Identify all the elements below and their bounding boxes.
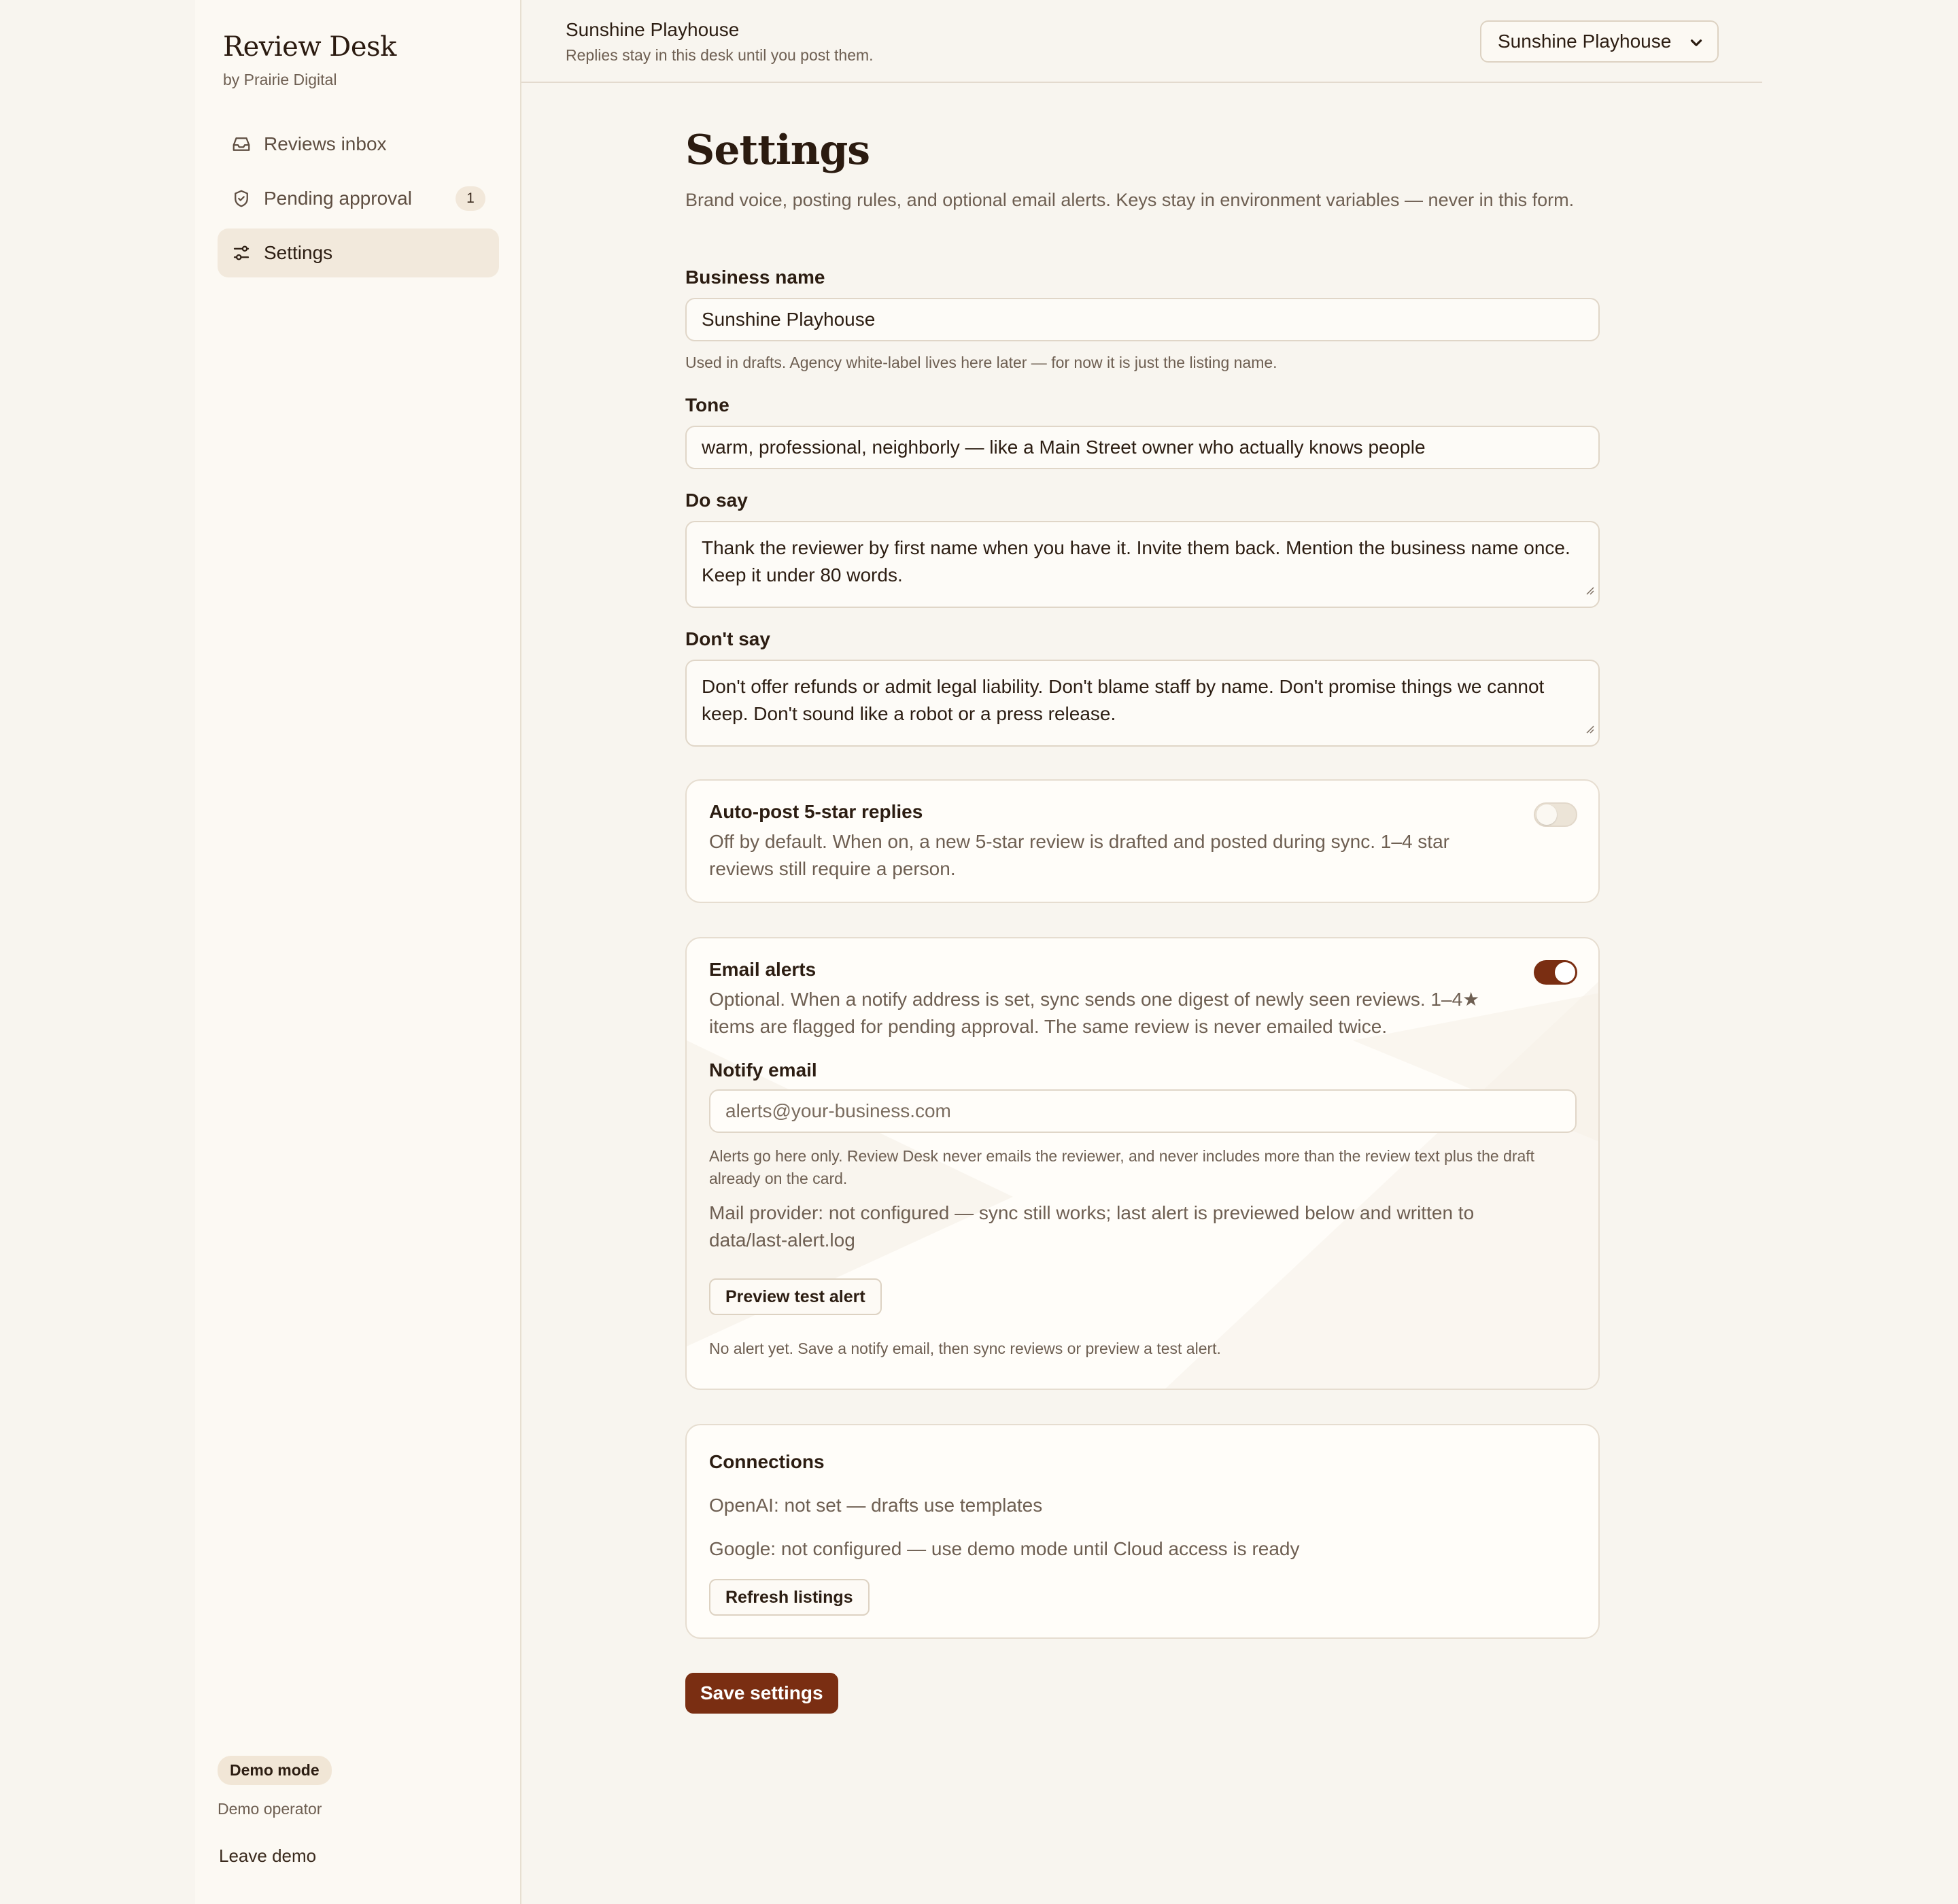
- dont-say-textarea[interactable]: [685, 660, 1600, 747]
- notify-email-label: Notify email: [709, 1059, 817, 1081]
- app-shell: [195, 0, 1762, 1904]
- google-status: Google: not configured — use demo mode until Cloud access is ready: [709, 1538, 1300, 1559]
- autopost-card: [685, 779, 1600, 903]
- sidebar-item-label: Reviews inbox: [264, 133, 387, 154]
- sidebar-item-pending-approval[interactable]: [218, 174, 499, 223]
- sidebar-item-label: Settings: [264, 242, 333, 263]
- toggle-knob: [1555, 962, 1575, 983]
- business-title: Sunshine Playhouse: [566, 19, 740, 40]
- email-alerts-title: Email alerts: [709, 959, 817, 980]
- business-select-value: Sunshine Playhouse: [1498, 31, 1672, 52]
- sidebar: [195, 0, 521, 1904]
- sidebar-item-reviews-inbox[interactable]: [218, 120, 499, 169]
- toggle-knob: [1536, 804, 1557, 825]
- save-settings-button[interactable]: Save settings: [685, 1673, 838, 1714]
- sidebar-item-settings[interactable]: [218, 228, 499, 277]
- business-subtitle: Replies stay in this desk until you post them.: [566, 46, 874, 64]
- resize-handle-icon[interactable]: [1585, 575, 1594, 602]
- do-say-label: Do say: [685, 490, 748, 511]
- mail-provider-status: Mail provider: not configured — sync still works; last alert is previewed below and written to data/last-alert.log: [709, 1202, 1475, 1251]
- sidebar-item-label: Pending approval: [264, 188, 412, 209]
- dont-say-value: Don't offer refunds or admit legal liability. Don't blame staff by name. Don't promise things we cannot keep. Don't sound like a robot or a press release.: [702, 676, 1545, 724]
- resize-handle-icon[interactable]: [1585, 714, 1594, 741]
- brand-title: Review Desk: [223, 31, 396, 63]
- business-select[interactable]: [1480, 20, 1719, 63]
- dont-say-label: Don't say: [685, 628, 770, 649]
- main-area: [521, 0, 1762, 1904]
- autopost-toggle[interactable]: [1534, 802, 1577, 827]
- brand-subtitle: by Prairie Digital: [223, 71, 337, 88]
- notify-email-input[interactable]: [709, 1089, 1577, 1133]
- do-say-textarea[interactable]: [685, 521, 1600, 608]
- chevron-down-icon: [1687, 34, 1705, 56]
- shield-check-icon: [231, 188, 252, 209]
- demo-mode-badge: Demo mode: [218, 1756, 332, 1785]
- connections-card: [685, 1424, 1600, 1639]
- sidebar-nav: [218, 120, 499, 283]
- settings-form: [685, 126, 1600, 1703]
- preview-test-alert-button[interactable]: Preview test alert: [709, 1278, 882, 1315]
- page-title: Settings: [685, 126, 870, 174]
- refresh-listings-button[interactable]: Refresh listings: [709, 1579, 870, 1616]
- sliders-icon: [231, 243, 252, 263]
- operator-name: Demo operator: [218, 1800, 322, 1818]
- notify-email-help: Alerts go here only. Review Desk never emails the reviewer, and never includes more than the review text plus the draft already on the card.: [709, 1147, 1535, 1187]
- openai-status: OpenAI: not set — drafts use templates: [709, 1495, 1043, 1516]
- inbox-icon: [231, 134, 252, 154]
- no-alert-message: No alert yet. Save a notify email, then sync reviews or preview a test alert.: [709, 1340, 1221, 1357]
- autopost-title: Auto-post 5-star replies: [709, 801, 923, 822]
- tone-value: warm, professional, neighborly — like a Main Street owner who actually knows people: [702, 437, 1426, 458]
- business-name-help: Used in drafts. Agency white-label lives here later — for now it is just the listing name.: [685, 354, 1277, 371]
- tone-label: Tone: [685, 394, 729, 415]
- pending-count-badge: 1: [456, 186, 485, 211]
- autopost-description: Off by default. When on, a new 5-star review is drafted and posted during sync. 1–4 star reviews still require a person.: [709, 831, 1449, 879]
- business-name-value: Sunshine Playhouse: [702, 309, 876, 330]
- brand: [223, 31, 396, 89]
- top-bar: [521, 0, 1762, 83]
- do-say-value: Thank the reviewer by first name when you have it. Invite them back. Mention the business name once. Keep it under 80 words.: [702, 537, 1570, 585]
- business-name-label: Business name: [685, 267, 825, 288]
- tone-field[interactable]: [685, 426, 1600, 469]
- connections-title: Connections: [709, 1451, 825, 1472]
- page-description: Brand voice, posting rules, and optional email alerts. Keys stay in environment variables — never in this form.: [685, 190, 1575, 210]
- leave-demo-link[interactable]: Leave demo: [219, 1846, 317, 1866]
- email-alerts-card: [685, 937, 1600, 1390]
- business-name-field[interactable]: [685, 298, 1600, 341]
- email-alerts-toggle[interactable]: [1534, 960, 1577, 985]
- email-alerts-description: Optional. When a notify address is set, sync sends one digest of newly seen reviews. 1–4★ items are flagged for pending approval. The same review is never emailed twice.: [709, 989, 1480, 1037]
- notify-email-placeholder: alerts@your-business.com: [725, 1100, 951, 1121]
- sidebar-footer: [218, 1756, 332, 1867]
